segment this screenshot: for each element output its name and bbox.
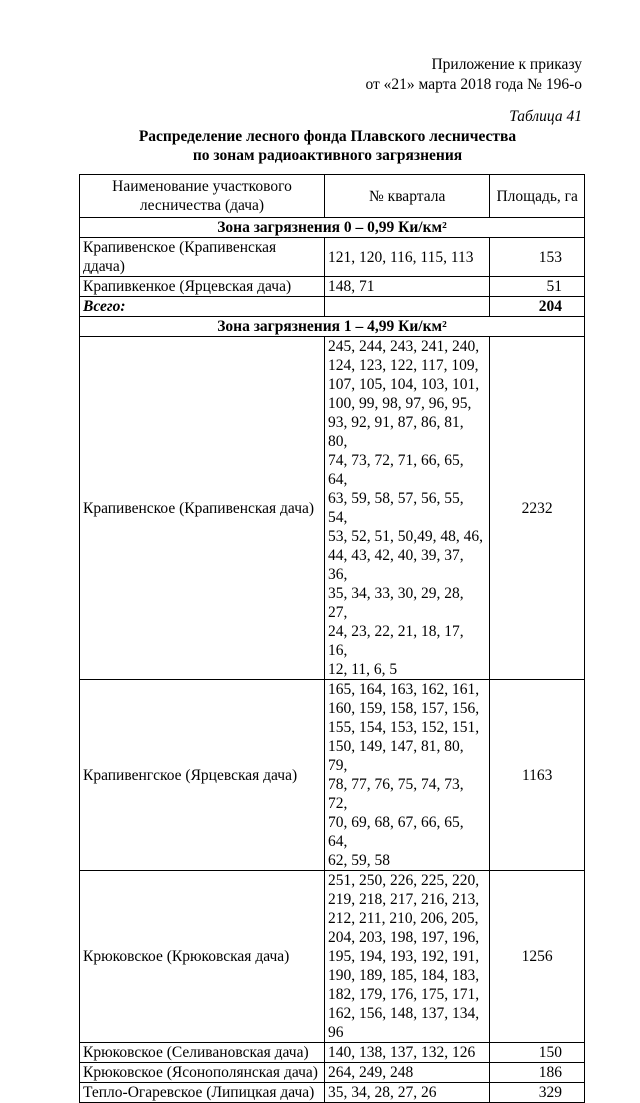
row-area-cell: 51 (490, 277, 585, 297)
table-row (80, 680, 585, 871)
table-row (80, 238, 585, 277)
row-name-cell: Крапивенское (Крапивенская дача) (80, 337, 325, 680)
row-name-cell: Крапивенское (Крапивенская ддача) (80, 238, 325, 277)
row-area-cell: 153 (490, 238, 585, 277)
column-header-quarters: № квартала (324, 175, 489, 218)
row-name-cell: Крапивкенкое (Ярцевская дача) (80, 277, 325, 297)
column-header-area: Площадь, га (490, 175, 585, 218)
row-quarters-cell: 148, 71 (324, 277, 489, 297)
row-name-cell: Крапивенгское (Ярцевская дача) (80, 680, 325, 871)
zone-heading: Зона загрязнения 0 – 0,99 Ки/км² (80, 218, 585, 238)
row-quarters-cell: 35, 34, 28, 27, 26 (324, 1083, 489, 1103)
row-area-cell: 329 (490, 1083, 585, 1103)
total-value: 204 (490, 297, 585, 317)
row-quarters-cell: 140, 138, 137, 132, 126 (324, 1043, 489, 1063)
total-row (80, 297, 585, 317)
table-header-row (80, 175, 585, 218)
title-line-2: по зонам радиоактивного загрязнения (192, 147, 463, 164)
zone-heading-row (80, 218, 585, 238)
table-row (80, 277, 585, 297)
table-row (80, 1043, 585, 1063)
zone-heading: Зона загрязнения 1 – 4,99 Ки/км² (80, 317, 585, 337)
table-row (80, 1083, 585, 1103)
header-appendix-line: Приложение к приказу (431, 56, 582, 73)
table-number-label: Таблица 41 (509, 108, 582, 125)
zone-heading-row (80, 317, 585, 337)
forest-fund-table (79, 174, 585, 1103)
row-area-cell: 150 (490, 1043, 585, 1063)
table-title (70, 127, 585, 165)
row-area-cell: 1163 (490, 680, 585, 871)
column-header-name: Наименование участкового лесничества (дача) (80, 175, 325, 218)
row-quarters-cell: 121, 120, 116, 115, 113 (324, 238, 489, 277)
row-area-cell: 1256 (490, 871, 585, 1043)
document-header (365, 55, 582, 95)
title-line-1: Распределение лесного фонда Плавского лесничества (138, 128, 517, 145)
header-order-line: от «21» марта 2018 года № 196-о (365, 76, 582, 93)
row-name-cell: Крюковское (Крюковская дача) (80, 871, 325, 1043)
row-quarters-cell: 165, 164, 163, 162, 161, 160, 159, 158, 157, 156, 155, 154, 153, 152, 151, 150, 149, 147, 81, 80, 79, 78, 77, 76, 75, 74, 73, 72, 70, 69, 68, 67, 66, 65, 64, 62, 59, 58 (324, 680, 489, 871)
table-row (80, 871, 585, 1043)
total-empty-cell (324, 297, 489, 317)
row-name-cell: Крюковское (Селивановская дача) (80, 1043, 325, 1063)
row-name-cell: Крюковское (Ясонополянская дача) (80, 1063, 325, 1083)
row-name-cell: Тепло-Огаревское (Липицкая дача) (80, 1083, 325, 1103)
row-quarters-cell: 264, 249, 248 (324, 1063, 489, 1083)
row-quarters-cell: 245, 244, 243, 241, 240, 124, 123, 122, 117, 109, 107, 105, 104, 103, 101, 100, 99, 98, 97, 96, 95, 93, 92, 91, 87, 86, 81, 80, 74, 73, 72, 71, 66, 65, 64, 63, 59, 58, 57, 56, 55, 54, 53, 52, 51, 50,49, 48, 46, 44, 43, 42, 40, 39, 37, 36, 35, 34, 33, 30, 29, 28, 27, 24, 23, 22, 21, 18, 17, 16, 12, 11, 6, 5 (324, 337, 489, 680)
row-quarters-cell: 251, 250, 226, 225, 220, 219, 218, 217, 216, 213, 212, 211, 210, 206, 205, 204, 203, 198, 197, 196, 195, 194, 193, 192, 191, 190, 189, 185, 184, 183, 182, 179, 176, 175, 171, 162, 156, 148, 137, 134, 96 (324, 871, 489, 1043)
table-row (80, 1063, 585, 1083)
table-row (80, 337, 585, 680)
row-area-cell: 2232 (490, 337, 585, 680)
total-label: Всего: (80, 297, 325, 317)
row-area-cell: 186 (490, 1063, 585, 1083)
